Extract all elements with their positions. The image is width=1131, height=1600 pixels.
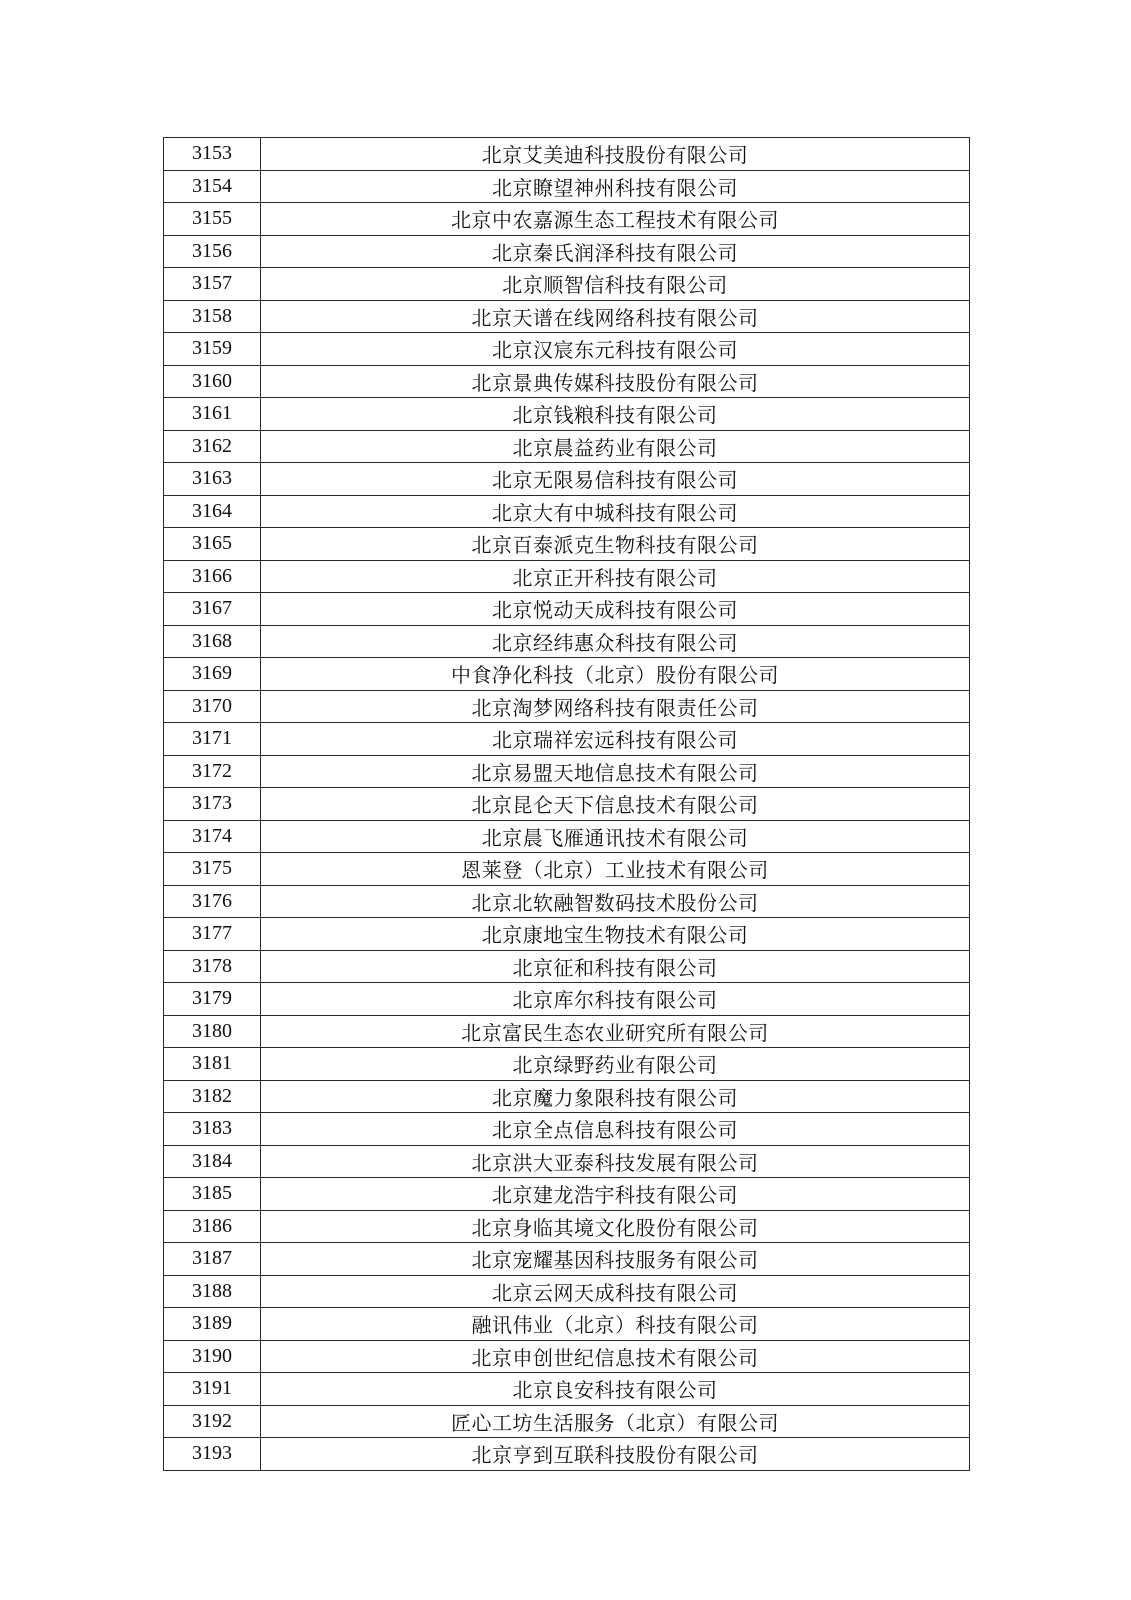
row-number: 3168 xyxy=(164,625,261,658)
table-row xyxy=(164,820,970,853)
company-name: 北京瑞祥宏远科技有限公司 xyxy=(261,723,970,756)
table-row xyxy=(164,1275,970,1308)
company-name: 北京晨益药业有限公司 xyxy=(261,430,970,463)
company-name: 北京库尔科技有限公司 xyxy=(261,983,970,1016)
company-name: 北京钱粮科技有限公司 xyxy=(261,398,970,431)
table-row xyxy=(164,1178,970,1211)
row-number: 3186 xyxy=(164,1210,261,1243)
row-number: 3191 xyxy=(164,1373,261,1406)
table-row xyxy=(164,690,970,723)
row-number: 3160 xyxy=(164,365,261,398)
table-row xyxy=(164,593,970,626)
company-name: 北京绿野药业有限公司 xyxy=(261,1048,970,1081)
table-row xyxy=(164,983,970,1016)
row-number: 3193 xyxy=(164,1438,261,1471)
table-row xyxy=(164,1080,970,1113)
company-name: 北京淘梦网络科技有限责任公司 xyxy=(261,690,970,723)
company-name: 北京云网天成科技有限公司 xyxy=(261,1275,970,1308)
table-row xyxy=(164,463,970,496)
company-name: 北京天谱在线网络科技有限公司 xyxy=(261,300,970,333)
company-name: 北京申创世纪信息技术有限公司 xyxy=(261,1340,970,1373)
table-row xyxy=(164,138,970,171)
row-number: 3164 xyxy=(164,495,261,528)
row-number: 3177 xyxy=(164,918,261,951)
company-name: 北京魔力象限科技有限公司 xyxy=(261,1080,970,1113)
company-name: 北京汉宸东元科技有限公司 xyxy=(261,333,970,366)
row-number: 3178 xyxy=(164,950,261,983)
table-row xyxy=(164,1405,970,1438)
company-name: 北京艾美迪科技股份有限公司 xyxy=(261,138,970,171)
table-row xyxy=(164,1145,970,1178)
company-name: 北京景典传媒科技股份有限公司 xyxy=(261,365,970,398)
row-number: 3179 xyxy=(164,983,261,1016)
row-number: 3183 xyxy=(164,1113,261,1146)
table-row xyxy=(164,755,970,788)
table-row xyxy=(164,658,970,691)
company-name: 恩莱登（北京）工业技术有限公司 xyxy=(261,853,970,886)
company-name: 北京正开科技有限公司 xyxy=(261,560,970,593)
company-name: 北京良安科技有限公司 xyxy=(261,1373,970,1406)
row-number: 3190 xyxy=(164,1340,261,1373)
company-name: 北京顺智信科技有限公司 xyxy=(261,268,970,301)
table-row xyxy=(164,528,970,561)
row-number: 3167 xyxy=(164,593,261,626)
row-number: 3174 xyxy=(164,820,261,853)
table-row xyxy=(164,333,970,366)
table-row xyxy=(164,885,970,918)
row-number: 3154 xyxy=(164,170,261,203)
company-list-body xyxy=(164,138,970,1471)
table-row xyxy=(164,1438,970,1471)
company-name: 融讯伟业（北京）科技有限公司 xyxy=(261,1308,970,1341)
company-name: 中食净化科技（北京）股份有限公司 xyxy=(261,658,970,691)
row-number: 3166 xyxy=(164,560,261,593)
row-number: 3159 xyxy=(164,333,261,366)
row-number: 3157 xyxy=(164,268,261,301)
row-number: 3176 xyxy=(164,885,261,918)
table-row xyxy=(164,1373,970,1406)
company-name: 北京建龙浩宇科技有限公司 xyxy=(261,1178,970,1211)
company-name: 北京中农嘉源生态工程技术有限公司 xyxy=(261,203,970,236)
table-row xyxy=(164,723,970,756)
row-number: 3163 xyxy=(164,463,261,496)
row-number: 3165 xyxy=(164,528,261,561)
company-list-table xyxy=(163,137,970,1471)
table-row xyxy=(164,1210,970,1243)
table-row xyxy=(164,560,970,593)
row-number: 3161 xyxy=(164,398,261,431)
row-number: 3182 xyxy=(164,1080,261,1113)
row-number: 3192 xyxy=(164,1405,261,1438)
company-name: 北京悦动天成科技有限公司 xyxy=(261,593,970,626)
row-number: 3181 xyxy=(164,1048,261,1081)
table-row xyxy=(164,430,970,463)
table-row xyxy=(164,170,970,203)
row-number: 3172 xyxy=(164,755,261,788)
company-name: 北京征和科技有限公司 xyxy=(261,950,970,983)
table-row xyxy=(164,235,970,268)
company-name: 北京富民生态农业研究所有限公司 xyxy=(261,1015,970,1048)
company-name: 北京百泰派克生物科技有限公司 xyxy=(261,528,970,561)
table-row xyxy=(164,300,970,333)
row-number: 3187 xyxy=(164,1243,261,1276)
row-number: 3173 xyxy=(164,788,261,821)
company-name: 北京北软融智数码技术股份公司 xyxy=(261,885,970,918)
row-number: 3169 xyxy=(164,658,261,691)
table-row xyxy=(164,625,970,658)
row-number: 3175 xyxy=(164,853,261,886)
company-name: 北京易盟天地信息技术有限公司 xyxy=(261,755,970,788)
row-number: 3158 xyxy=(164,300,261,333)
row-number: 3153 xyxy=(164,138,261,171)
table-row xyxy=(164,1015,970,1048)
company-name: 北京昆仑天下信息技术有限公司 xyxy=(261,788,970,821)
company-name: 北京康地宝生物技术有限公司 xyxy=(261,918,970,951)
company-name: 北京秦氏润泽科技有限公司 xyxy=(261,235,970,268)
row-number: 3171 xyxy=(164,723,261,756)
company-name: 北京经纬惠众科技有限公司 xyxy=(261,625,970,658)
row-number: 3184 xyxy=(164,1145,261,1178)
row-number: 3180 xyxy=(164,1015,261,1048)
row-number: 3156 xyxy=(164,235,261,268)
row-number: 3170 xyxy=(164,690,261,723)
company-name: 北京宠耀基因科技服务有限公司 xyxy=(261,1243,970,1276)
table-row xyxy=(164,268,970,301)
company-name: 北京亨到互联科技股份有限公司 xyxy=(261,1438,970,1471)
row-number: 3155 xyxy=(164,203,261,236)
company-name: 北京身临其境文化股份有限公司 xyxy=(261,1210,970,1243)
table-row xyxy=(164,1340,970,1373)
table-row xyxy=(164,1048,970,1081)
table-row xyxy=(164,1113,970,1146)
company-name: 北京无限易信科技有限公司 xyxy=(261,463,970,496)
table-row xyxy=(164,365,970,398)
table-row xyxy=(164,950,970,983)
company-name: 北京洪大亚泰科技发展有限公司 xyxy=(261,1145,970,1178)
table-row xyxy=(164,203,970,236)
table-row xyxy=(164,853,970,886)
row-number: 3188 xyxy=(164,1275,261,1308)
company-name: 北京晨飞雁通讯技术有限公司 xyxy=(261,820,970,853)
company-name: 北京瞭望神州科技有限公司 xyxy=(261,170,970,203)
company-name: 北京全点信息科技有限公司 xyxy=(261,1113,970,1146)
table-row xyxy=(164,398,970,431)
row-number: 3185 xyxy=(164,1178,261,1211)
company-name: 北京大有中城科技有限公司 xyxy=(261,495,970,528)
table-row xyxy=(164,1308,970,1341)
company-name: 匠心工坊生活服务（北京）有限公司 xyxy=(261,1405,970,1438)
row-number: 3189 xyxy=(164,1308,261,1341)
table-row xyxy=(164,788,970,821)
table-row xyxy=(164,1243,970,1276)
table-row xyxy=(164,918,970,951)
row-number: 3162 xyxy=(164,430,261,463)
table-row xyxy=(164,495,970,528)
